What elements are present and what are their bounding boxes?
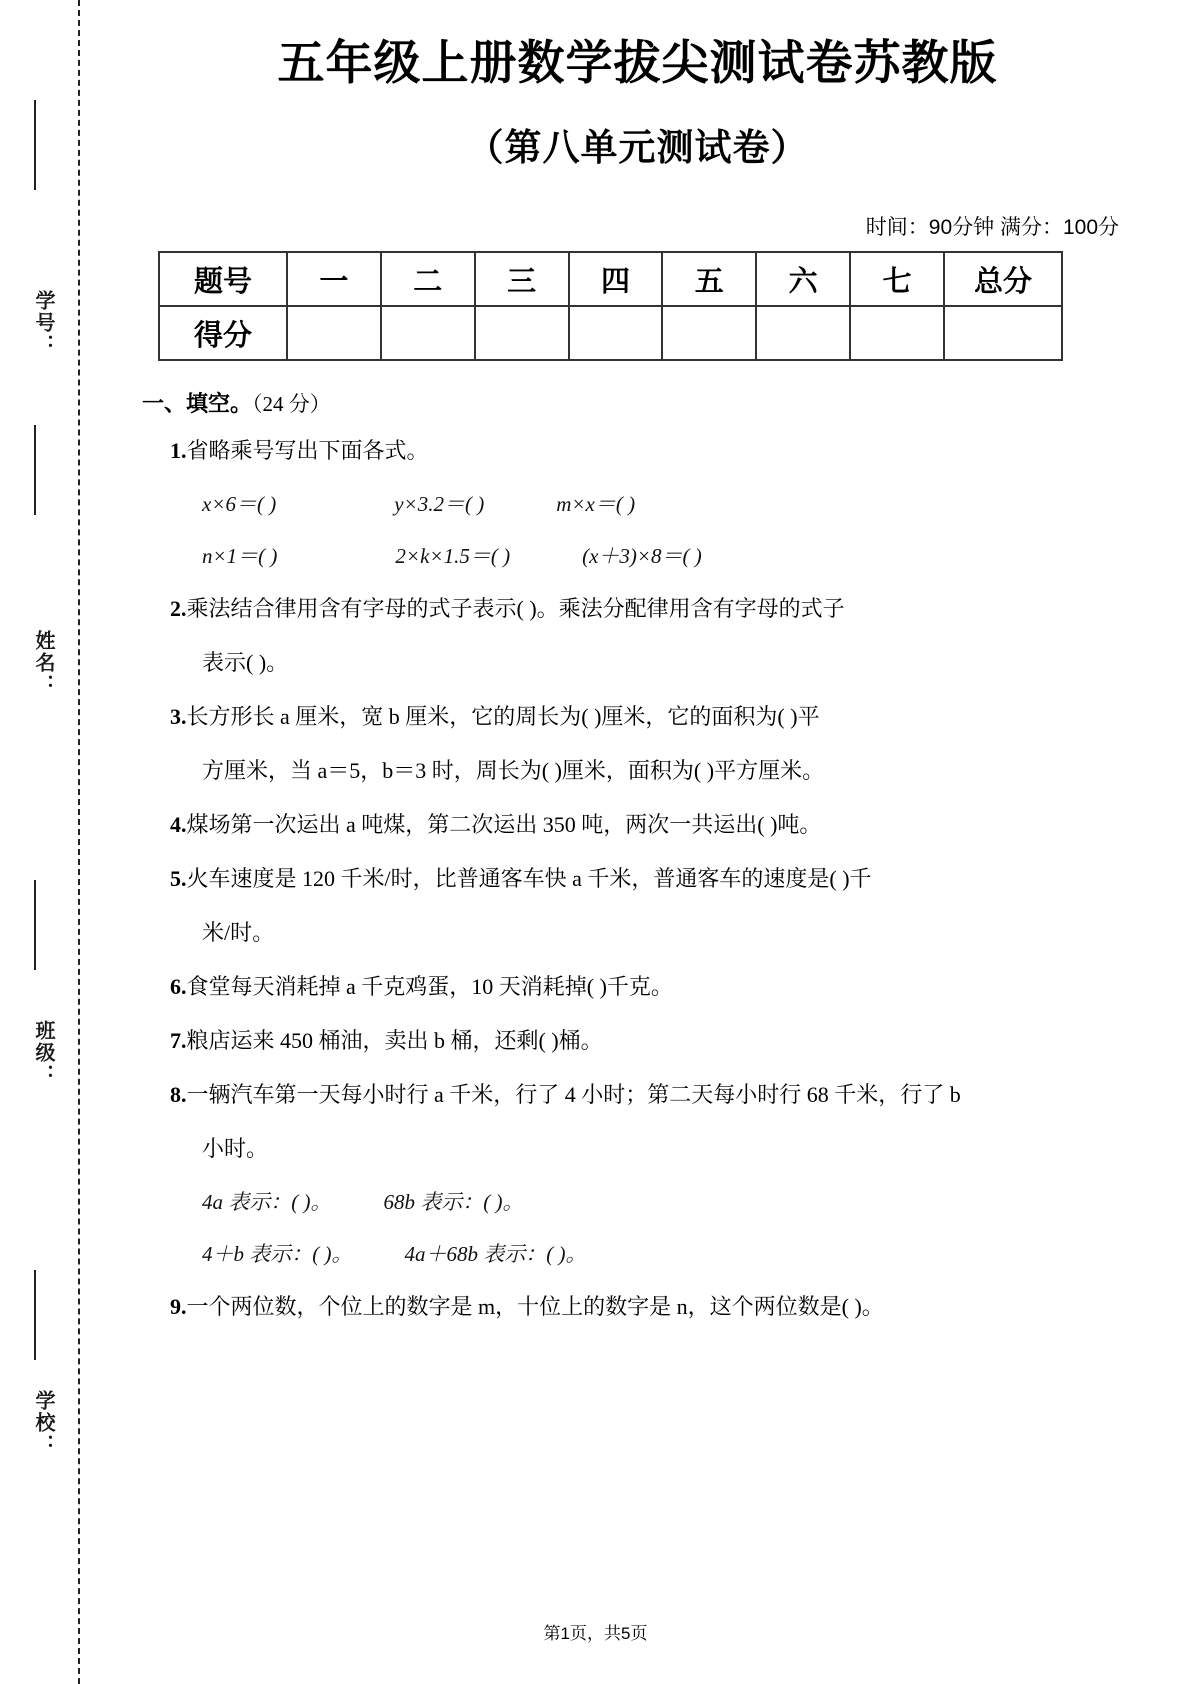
question-3	[170, 690, 1139, 744]
question-8-number: 8.	[170, 1082, 187, 1108]
question-1-expressions-row-2	[202, 530, 1139, 582]
score-table-col-3: 三	[475, 252, 569, 306]
question-6-number: 6.	[170, 974, 187, 1000]
question-8-line-2: 小时。	[202, 1136, 269, 1162]
score-table-label-question: 题号	[159, 252, 287, 306]
section-points: （24 分）	[252, 392, 331, 417]
question-5-number: 5.	[170, 866, 187, 892]
question-2-line-2-row	[202, 636, 1139, 690]
question-8-subrow-1	[202, 1176, 1139, 1228]
question-8-blank-4-plus-b[interactable]: 4＋b 表示：( )。	[202, 1242, 353, 1267]
margin-label-school: 学校：	[32, 1390, 54, 1456]
score-cell-3[interactable]	[475, 306, 569, 360]
question-4-number: 4.	[170, 812, 187, 838]
expression-m-times-x[interactable]: m×x＝( )	[556, 492, 636, 517]
question-9	[170, 1280, 1139, 1334]
question-2-number: 2.	[170, 596, 187, 622]
score-cell-2[interactable]	[381, 306, 475, 360]
score-table-col-total: 总分	[944, 252, 1062, 306]
question-8-line-1: 一辆汽车第一天每小时行 a 千米，行了 4 小时；第二天每小时行 68 千米，行了 b	[186, 1082, 961, 1108]
margin-label-student-id: 学号：	[32, 290, 54, 356]
score-table-col-1: 一	[287, 252, 381, 306]
margin-label-class: 班级：	[32, 1020, 54, 1086]
score-cell-total[interactable]	[944, 306, 1062, 360]
question-7-line-1[interactable]: 粮店运来 450 桶油，卖出 b 桶，还剩( )桶。	[186, 1028, 603, 1054]
score-table	[158, 251, 1063, 361]
question-3-line-2[interactable]: 方厘米，当 a＝5，b＝3 时，周长为( )厘米，面积为( )平方厘米。	[202, 758, 825, 784]
question-5-line-1[interactable]: 火车速度是 120 千米/时，比普通客车快 a 千米，普通客车的速度是( )千	[186, 866, 872, 892]
margin-label-name: 姓名：	[32, 630, 54, 696]
question-9-line-1[interactable]: 一个两位数，个位上的数字是 m，十位上的数字是 n，这个两位数是( )。	[186, 1294, 884, 1320]
score-cell-6[interactable]	[756, 306, 850, 360]
margin-rule	[34, 1270, 36, 1360]
table-row-scores	[159, 306, 1062, 360]
score-cell-1[interactable]	[287, 306, 381, 360]
binding-margin	[0, 0, 118, 1684]
table-row-question-numbers	[159, 252, 1062, 306]
exam-info: 时间：90分钟 满分：100分	[865, 216, 1119, 240]
question-6-line-1[interactable]: 食堂每天消耗掉 a 千克鸡蛋，10 天消耗掉( )千克。	[186, 974, 673, 1000]
question-3-number: 3.	[170, 704, 187, 730]
question-2	[170, 582, 1139, 636]
margin-rule	[34, 425, 36, 515]
question-3-line-1[interactable]: 长方形长 a 厘米，宽 b 厘米，它的周长为( )厘米，它的面积为( )平	[186, 704, 820, 730]
question-8-blank-68b[interactable]: 68b 表示：( )。	[383, 1190, 524, 1215]
question-4-line-1[interactable]: 煤场第一次运出 a 吨煤，第二次运出 350 吨，两次一共运出( )吨。	[186, 812, 822, 838]
score-cell-4[interactable]	[569, 306, 663, 360]
score-table-col-6: 六	[756, 252, 850, 306]
question-2-line-1[interactable]: 乘法结合律用含有字母的式子表示( )。乘法分配律用含有字母的式子	[186, 596, 845, 622]
question-8-blank-4a[interactable]: 4a 表示：( )。	[202, 1190, 332, 1215]
question-9-number: 9.	[170, 1294, 187, 1320]
expression-x-times-6[interactable]: x×6＝( )	[202, 492, 277, 517]
question-5-line-2-row	[202, 906, 1139, 960]
question-3-line-2-row	[202, 744, 1139, 798]
question-8-subrow-2	[202, 1228, 1139, 1280]
question-1-text: 省略乘号写出下面各式。	[186, 438, 429, 464]
cut-line-dashed	[78, 0, 80, 1684]
score-table-col-4: 四	[569, 252, 663, 306]
score-table-label-score: 得分	[159, 306, 287, 360]
page-title: 五年级上册数学拔尖测试卷苏教版	[277, 36, 998, 89]
question-7	[170, 1014, 1139, 1068]
score-cell-5[interactable]	[662, 306, 756, 360]
question-5-line-2: 米/时。	[202, 920, 275, 946]
question-4	[170, 798, 1139, 852]
margin-rule	[34, 880, 36, 970]
score-table-col-2: 二	[381, 252, 475, 306]
exam-page	[118, 0, 1191, 1684]
question-6	[170, 960, 1139, 1014]
question-1	[170, 424, 1139, 478]
score-table-col-7: 七	[850, 252, 944, 306]
expression-x-plus-3-times-8[interactable]: (x＋3)×8＝( )	[582, 544, 702, 569]
page-footer	[0, 1619, 1191, 1644]
expression-2-times-k-times-1p5[interactable]: 2×k×1.5＝( )	[395, 544, 511, 569]
question-8-blank-4a-plus-68b[interactable]: 4a＋68b 表示：( )。	[404, 1242, 587, 1267]
expression-n-times-1[interactable]: n×1＝( )	[202, 544, 278, 569]
question-2-line-2[interactable]: 表示( )。	[202, 650, 289, 676]
margin-rule	[34, 100, 36, 190]
question-1-expressions-row-1	[202, 478, 1139, 530]
question-5	[170, 852, 1139, 906]
question-8-line-2-row	[202, 1122, 1139, 1176]
expression-y-times-3p2[interactable]: y×3.2＝( )	[394, 492, 485, 517]
page-indicator: 第1页，共5页	[543, 1624, 648, 1643]
score-cell-7[interactable]	[850, 306, 944, 360]
section-heading-fill-in-blank	[142, 387, 1139, 418]
question-8	[170, 1068, 1139, 1122]
page-subtitle: （第八单元测试卷）	[466, 127, 809, 169]
score-table-col-5: 五	[662, 252, 756, 306]
section-heading-label: 一、填空。	[142, 391, 253, 417]
question-7-number: 7.	[170, 1028, 187, 1054]
question-1-number: 1.	[170, 438, 187, 464]
